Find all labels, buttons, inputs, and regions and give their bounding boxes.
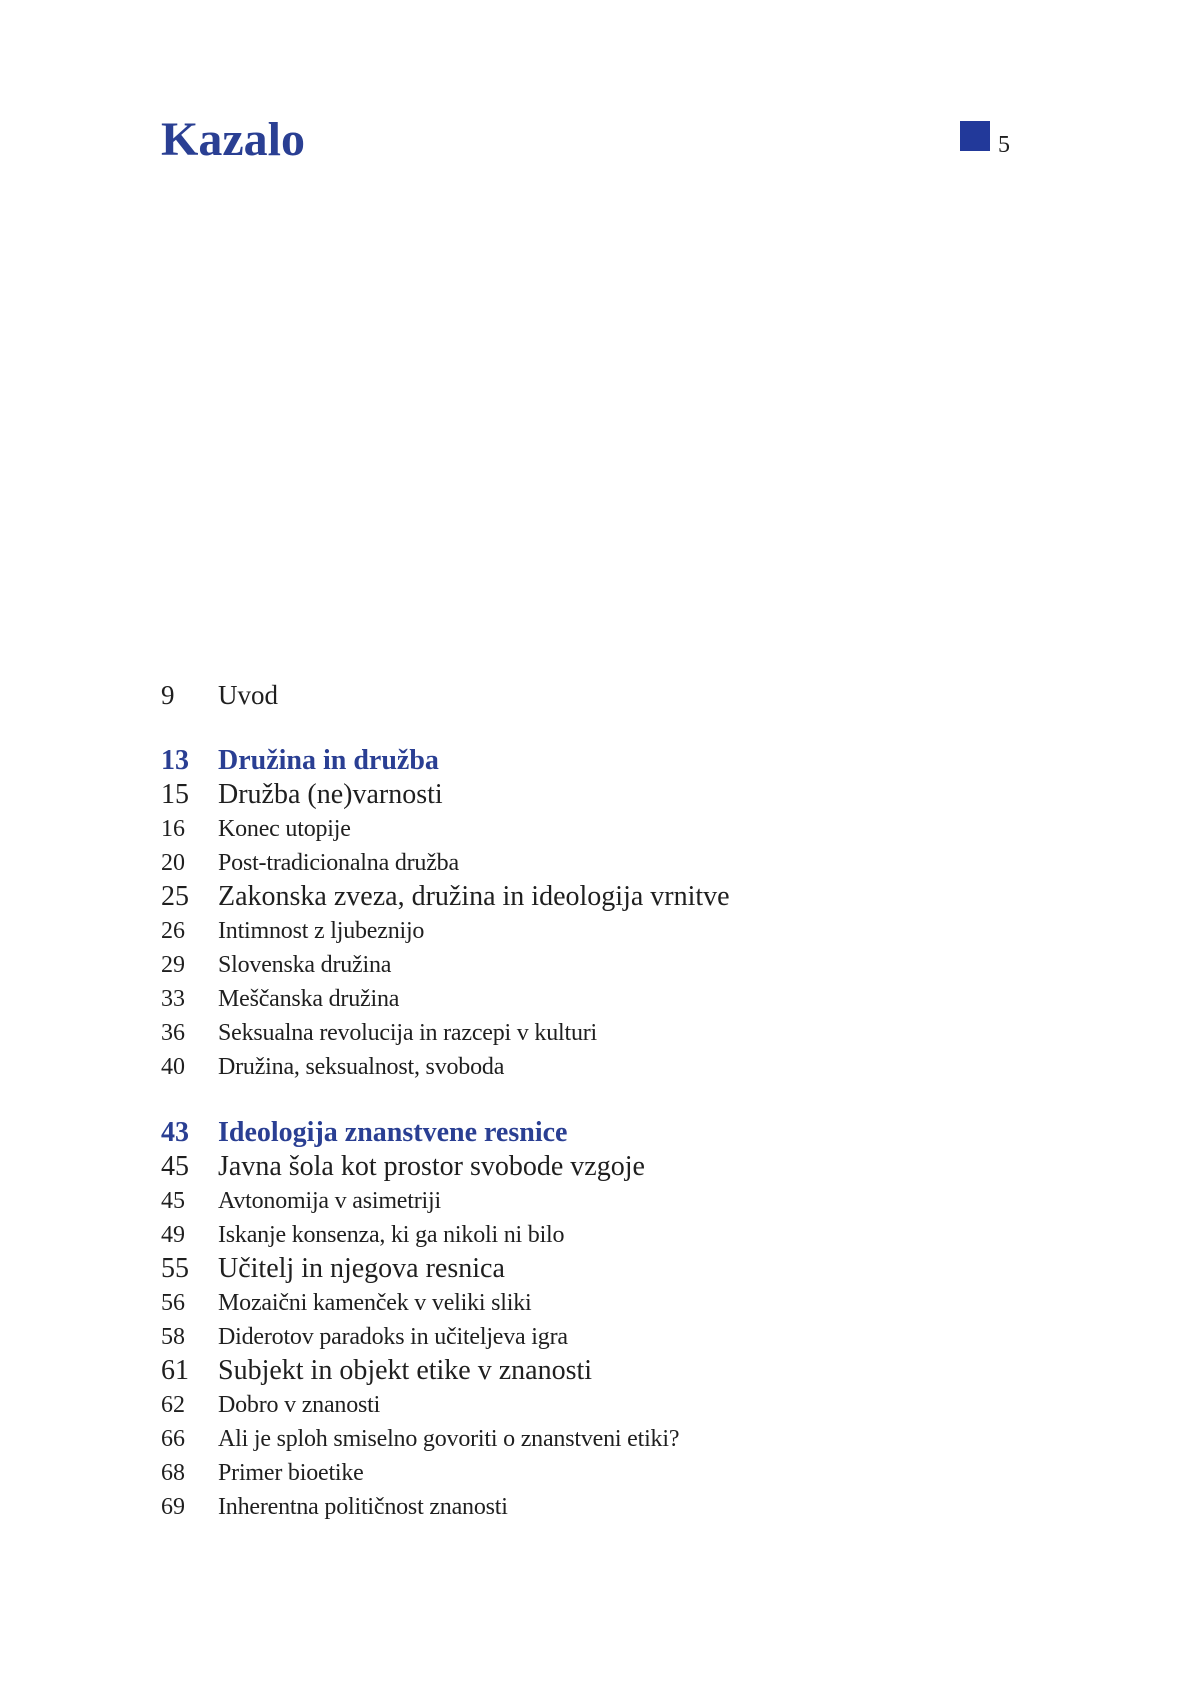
toc-subtitle: Mozaični kamenček v veliki sliki	[218, 1290, 532, 1316]
toc-page-number: 62	[161, 1392, 185, 1418]
toc-entry	[161, 1354, 1061, 1388]
toc-subtitle: Dobro v znanosti	[218, 1392, 381, 1418]
toc-subtitle: Meščanska družina	[218, 986, 400, 1012]
toc-section	[161, 1116, 1061, 1150]
toc-page-number: 49	[161, 1222, 185, 1248]
toc-subtitle: Post-tradicionalna družba	[218, 850, 459, 876]
toc-page-number: 13	[161, 745, 189, 776]
toc-entry	[161, 778, 1061, 812]
toc-entry	[161, 982, 1061, 1016]
toc-entry	[161, 812, 1061, 846]
toc-page-number: 29	[161, 952, 185, 978]
toc-subtitle: Avtonomija v asimetriji	[218, 1188, 441, 1214]
toc-subtitle: Konec utopije	[218, 816, 351, 842]
toc-page-number: 45	[161, 1151, 189, 1182]
page-title: Kazalo	[161, 113, 305, 166]
toc-page-number: 56	[161, 1290, 185, 1316]
toc-title: Učitelj in njegova resnica	[218, 1253, 505, 1284]
toc-page-number: 45	[161, 1188, 185, 1214]
toc-subtitle: Intimnost z ljubeznijo	[218, 918, 425, 944]
toc-title: Družba (ne)varnosti	[218, 779, 443, 810]
toc-page-number: 36	[161, 1020, 185, 1046]
toc-subtitle: Diderotov paradoks in učiteljeva igra	[218, 1324, 568, 1350]
toc-title: Uvod	[218, 680, 278, 710]
toc-section	[161, 744, 1061, 778]
toc-entry	[161, 678, 1061, 712]
toc-subtitle: Seksualna revolucija in razcepi v kulturi	[218, 1020, 597, 1046]
toc-section-title: Družina in družba	[218, 745, 439, 776]
toc-section-title: Ideologija znanstvene resnice	[218, 1117, 568, 1148]
toc-page-number: 25	[161, 881, 189, 912]
toc-page-number: 33	[161, 986, 185, 1012]
page-number: 5	[998, 132, 1010, 158]
toc-page-number: 16	[161, 816, 185, 842]
toc-page-number: 68	[161, 1460, 185, 1486]
toc-subtitle: Primer bioetike	[218, 1460, 364, 1486]
toc-page-number: 55	[161, 1253, 189, 1284]
toc-title: Zakonska zveza, družina in ideologija vrnitve	[218, 881, 730, 912]
toc-entry	[161, 1016, 1061, 1050]
toc-title: Subjekt in objekt etike v znanosti	[218, 1355, 593, 1386]
toc-entry	[161, 1286, 1061, 1320]
toc-entry	[161, 1150, 1061, 1184]
toc-page-number: 15	[161, 779, 189, 810]
toc-page-number: 43	[161, 1117, 189, 1148]
toc-entry	[161, 1184, 1061, 1218]
toc-entry	[161, 1320, 1061, 1354]
toc-page-number: 66	[161, 1426, 185, 1452]
toc-entry	[161, 880, 1061, 914]
toc-page-number: 20	[161, 850, 185, 876]
toc-subtitle: Družina, seksualnost, svoboda	[218, 1054, 505, 1080]
toc-entry	[161, 846, 1061, 880]
toc-entry	[161, 1490, 1061, 1524]
toc-page-number: 69	[161, 1494, 185, 1520]
toc-page-number: 40	[161, 1054, 185, 1080]
toc-page-number: 58	[161, 1324, 185, 1350]
toc-entry	[161, 1218, 1061, 1252]
page-marker-square	[960, 121, 990, 151]
toc-entry	[161, 1388, 1061, 1422]
table-of-contents	[161, 678, 1061, 1524]
toc-subtitle: Inherentna političnost znanosti	[218, 1494, 508, 1520]
toc-subtitle: Slovenska družina	[218, 952, 392, 978]
toc-subtitle: Iskanje konsenza, ki ga nikoli ni bilo	[218, 1222, 565, 1248]
toc-page-number: 26	[161, 918, 185, 944]
toc-entry	[161, 1050, 1061, 1084]
toc-entry	[161, 948, 1061, 982]
toc-entry	[161, 1252, 1061, 1286]
toc-page-number: 9	[161, 680, 175, 710]
toc-entry	[161, 1422, 1061, 1456]
toc-page-number: 61	[161, 1355, 189, 1386]
toc-entry	[161, 1456, 1061, 1490]
toc-entry	[161, 914, 1061, 948]
toc-title: Javna šola kot prostor svobode vzgoje	[218, 1151, 645, 1182]
toc-subtitle: Ali je sploh smiselno govoriti o znanstveni etiki?	[218, 1426, 680, 1452]
